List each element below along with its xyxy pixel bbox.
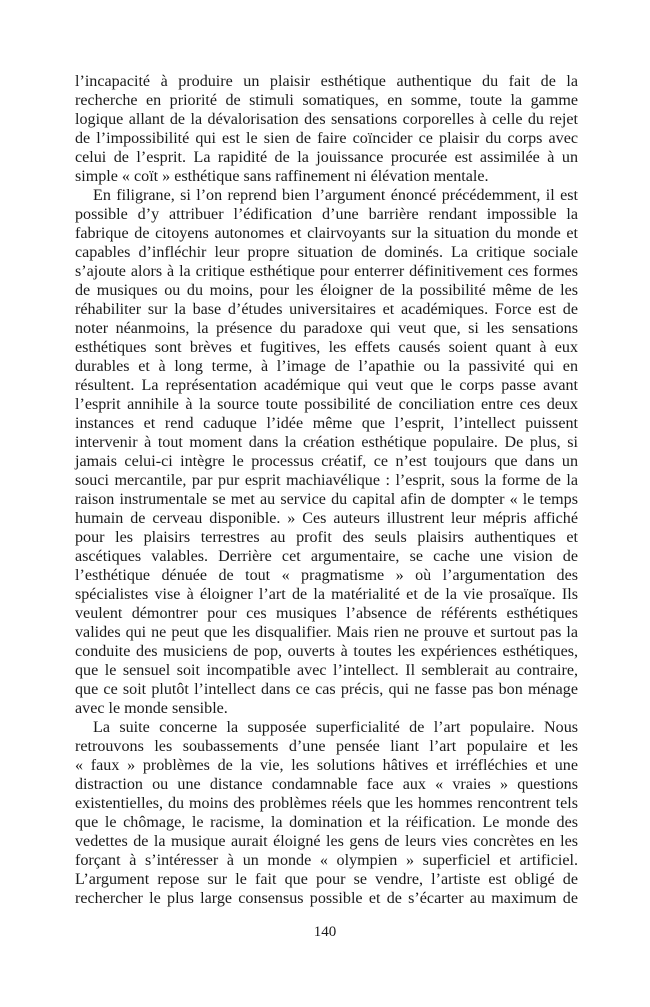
text-line: instances et rend caduque l’idée même que l’esprit, l’intellect puissent xyxy=(75,415,578,432)
text-line: veulent démontrer pour ces musiques l’absence de référents esthétiques xyxy=(75,605,578,622)
body-text xyxy=(75,72,578,908)
text-line: noter néanmoins, la présence du paradoxe qui veut que, si les sensations xyxy=(75,320,578,337)
paragraph xyxy=(75,186,578,718)
text-line: simple « coït » esthétique sans raffinement ni élévation mentale. xyxy=(75,168,489,185)
text-line: distraction ou une distance condamnable face aux « vraies » questions xyxy=(75,776,578,793)
text-line: l’esprit annihile à la source toute possibilité de conciliation entre ces deux xyxy=(75,396,578,413)
page-number: 140 xyxy=(313,924,337,940)
text-line: vedettes de la musique aurait éloigné les gens de leurs vies concrètes en les xyxy=(75,833,578,850)
text-line: résultent. La représentation académique qui veut que le corps passe avant xyxy=(75,377,578,394)
text-line: celui de l’esprit. La rapidité de la jouissance procurée est assimilée à un xyxy=(75,149,578,166)
text-line: pour les plaisirs terrestres au profit des seuls plaisirs authentiques et xyxy=(75,529,578,546)
text-line: L’argument repose sur le fait que pour se vendre, l’artiste est obligé de xyxy=(75,871,578,888)
text-line: souci mercantile, par pur esprit machiavélique : l’esprit, sous la forme de la xyxy=(75,472,578,489)
text-line: que le sensuel soit incompatible avec l’intellect. Il semblerait au contraire, xyxy=(75,662,578,679)
paragraph xyxy=(75,718,578,908)
paragraph xyxy=(75,72,578,186)
text-line: de musiques ou du moins, pour les éloigner de la possibilité même de les xyxy=(75,282,578,299)
text-line: esthétiques sont brèves et fugitives, les effets causés soient quant à eux xyxy=(75,339,578,356)
text-line: intervenir à tout moment dans la création esthétique populaire. De plus, si xyxy=(75,434,578,451)
text-line: La suite concerne la supposée superficialité de l’art populaire. Nous xyxy=(93,719,578,736)
text-line: réhabiliter sur la base d’études universitaires et académiques. Force est de xyxy=(75,301,578,318)
text-line: s’ajoute alors à la critique esthétique pour enterrer définitivement ces formes xyxy=(75,263,578,280)
text-line: jamais celui-ci intègre le processus créatif, ce n’est toujours que dans un xyxy=(75,453,578,470)
text-line: que ce soit plutôt l’intellect dans ce cas précis, qui ne fasse pas bon ménage xyxy=(75,681,578,698)
text-line: que le chômage, le racisme, la domination et la réification. Le monde des xyxy=(75,814,578,831)
text-line: l’esthétique dénuée de tout « pragmatisme » où l’argumentation des xyxy=(75,567,578,584)
text-line: avec le monde sensible. xyxy=(75,700,228,717)
text-line: retrouvons les soubassements d’une pensée liant l’art populaire et les xyxy=(75,738,578,755)
text-line: rechercher le plus large consensus possible et de s’écarter au maximum de xyxy=(75,890,578,907)
text-line: l’incapacité à produire un plaisir esthétique authentique du fait de la xyxy=(75,73,578,90)
text-line: existentielles, du moins des problèmes réels que les hommes rencontrent tels xyxy=(75,795,578,812)
text-line: fabrique de citoyens autonomes et clairvoyants sur la situation du monde et xyxy=(75,225,578,242)
text-line: logique allant de la dévalorisation des sensations corporelles à celle du rejet xyxy=(75,111,578,128)
text-line: spécialistes vise à éloigner l’art de la matérialité et de la vie prosaïque. Ils xyxy=(75,586,578,603)
text-line: conduite des musiciens de pop, ouverts à toutes les expériences esthétiques, xyxy=(75,643,578,660)
text-line: recherche en priorité de stimuli somatiques, en somme, toute la gamme xyxy=(75,92,578,109)
text-line: capables d’infléchir leur propre situation de dominés. La critique sociale xyxy=(75,244,578,261)
text-line: « faux » problèmes de la vie, les solutions hâtives et irréfléchies et une xyxy=(75,757,578,774)
text-line: valides qui ne peut que les disqualifier. Mais rien ne prouve et surtout pas la xyxy=(75,624,578,641)
text-line: durables et à long terme, à l’image de l’apathie ou la passivité qui en xyxy=(75,358,578,375)
text-line: humain de cerveau disponible. » Ces auteurs illustrent leur mépris affiché xyxy=(75,510,578,527)
text-line: ascétiques valables. Derrière cet argumentaire, se cache une vision de xyxy=(75,548,578,565)
text-line: possible d’y attribuer l’édification d’une barrière rendant impossible la xyxy=(75,206,578,223)
text-line: de l’impossibilité qui est le sien de faire coïncider ce plaisir du corps avec xyxy=(75,130,578,147)
text-line: forçant à s’intéresser à un monde « olympien » superficiel et artificiel. xyxy=(75,852,578,869)
text-line: raison instrumentale se met au service du capital afin de dompter « le temps xyxy=(75,491,578,508)
text-line: En filigrane, si l’on reprend bien l’argument énoncé précédemment, il est xyxy=(93,187,578,204)
